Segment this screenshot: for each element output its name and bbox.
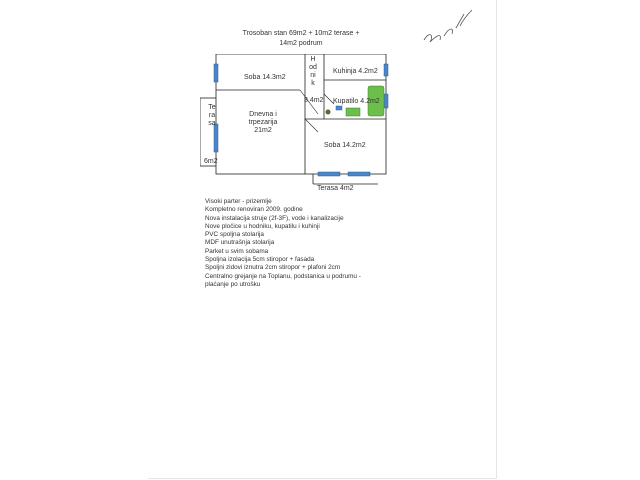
note-item: plaćanje po utrošku xyxy=(205,280,261,288)
room-ulaz: 3.4m2 xyxy=(304,97,324,104)
note-item: Parket u svim sobama xyxy=(205,247,269,255)
floor-plan xyxy=(200,54,390,194)
listing-title: Trosoban stan 69m2 + 10m2 terase + 14m2 podrum xyxy=(242,30,360,47)
bath-fixture xyxy=(346,108,360,116)
window-bottom-right xyxy=(348,172,370,176)
window-kitchen xyxy=(384,64,388,76)
room-dnevna-line2: trpezarija xyxy=(248,119,278,126)
handwritten-signature xyxy=(420,6,476,48)
note-item: Visoki parter - prizemlje xyxy=(205,198,272,205)
room-kupatilo: Kupatilo 4.2m2 xyxy=(333,98,380,105)
terrace-side-label: Terasa xyxy=(208,104,216,127)
room-dnevna-line1: Dnevna i xyxy=(249,111,277,118)
toilet-icon xyxy=(326,110,331,115)
property-notes xyxy=(205,198,405,289)
bath-basin xyxy=(336,106,342,110)
note-item: PVC spoljna stolarija xyxy=(205,231,264,239)
room-hodnik: Hodnik xyxy=(309,56,317,87)
note-item: Nove pločice u hodniku, kupatilu i kuhinji xyxy=(205,222,320,230)
terrace-bottom-label: Terasa 4m2 xyxy=(317,185,354,192)
door-swing-bedroom xyxy=(305,119,318,132)
note-item: Nova instalacija struje (2f-3F), vode i kanalizacije xyxy=(205,214,344,222)
terrace-side-area: 6m2 xyxy=(204,158,218,165)
room-kuhinja: Kuhinja 4.2m2 xyxy=(333,68,378,75)
note-item: Centralno grejanje na Toplanu, podstanica u podrumu - xyxy=(205,272,361,280)
window-bath xyxy=(384,94,388,108)
note-item: Spoljni zidovi iznutra 2cm stiropor + plafoni 2cm xyxy=(205,264,341,272)
room-dnevna-line3: 21m2 xyxy=(254,127,272,134)
window-left-bottom xyxy=(214,124,218,152)
room-soba-right: Soba 14.2m2 xyxy=(324,142,366,149)
room-soba-left: Soba 14.3m2 xyxy=(244,74,286,81)
window-left-top xyxy=(214,64,218,82)
note-item: Kompletno renoviran 2009. godine xyxy=(205,206,303,214)
note-item: MDF unutrašnja stolarija xyxy=(205,239,275,247)
window-bottom-left xyxy=(318,172,340,176)
note-item: Spoljna izolacija 5cm stiropor + fasada xyxy=(205,256,315,264)
